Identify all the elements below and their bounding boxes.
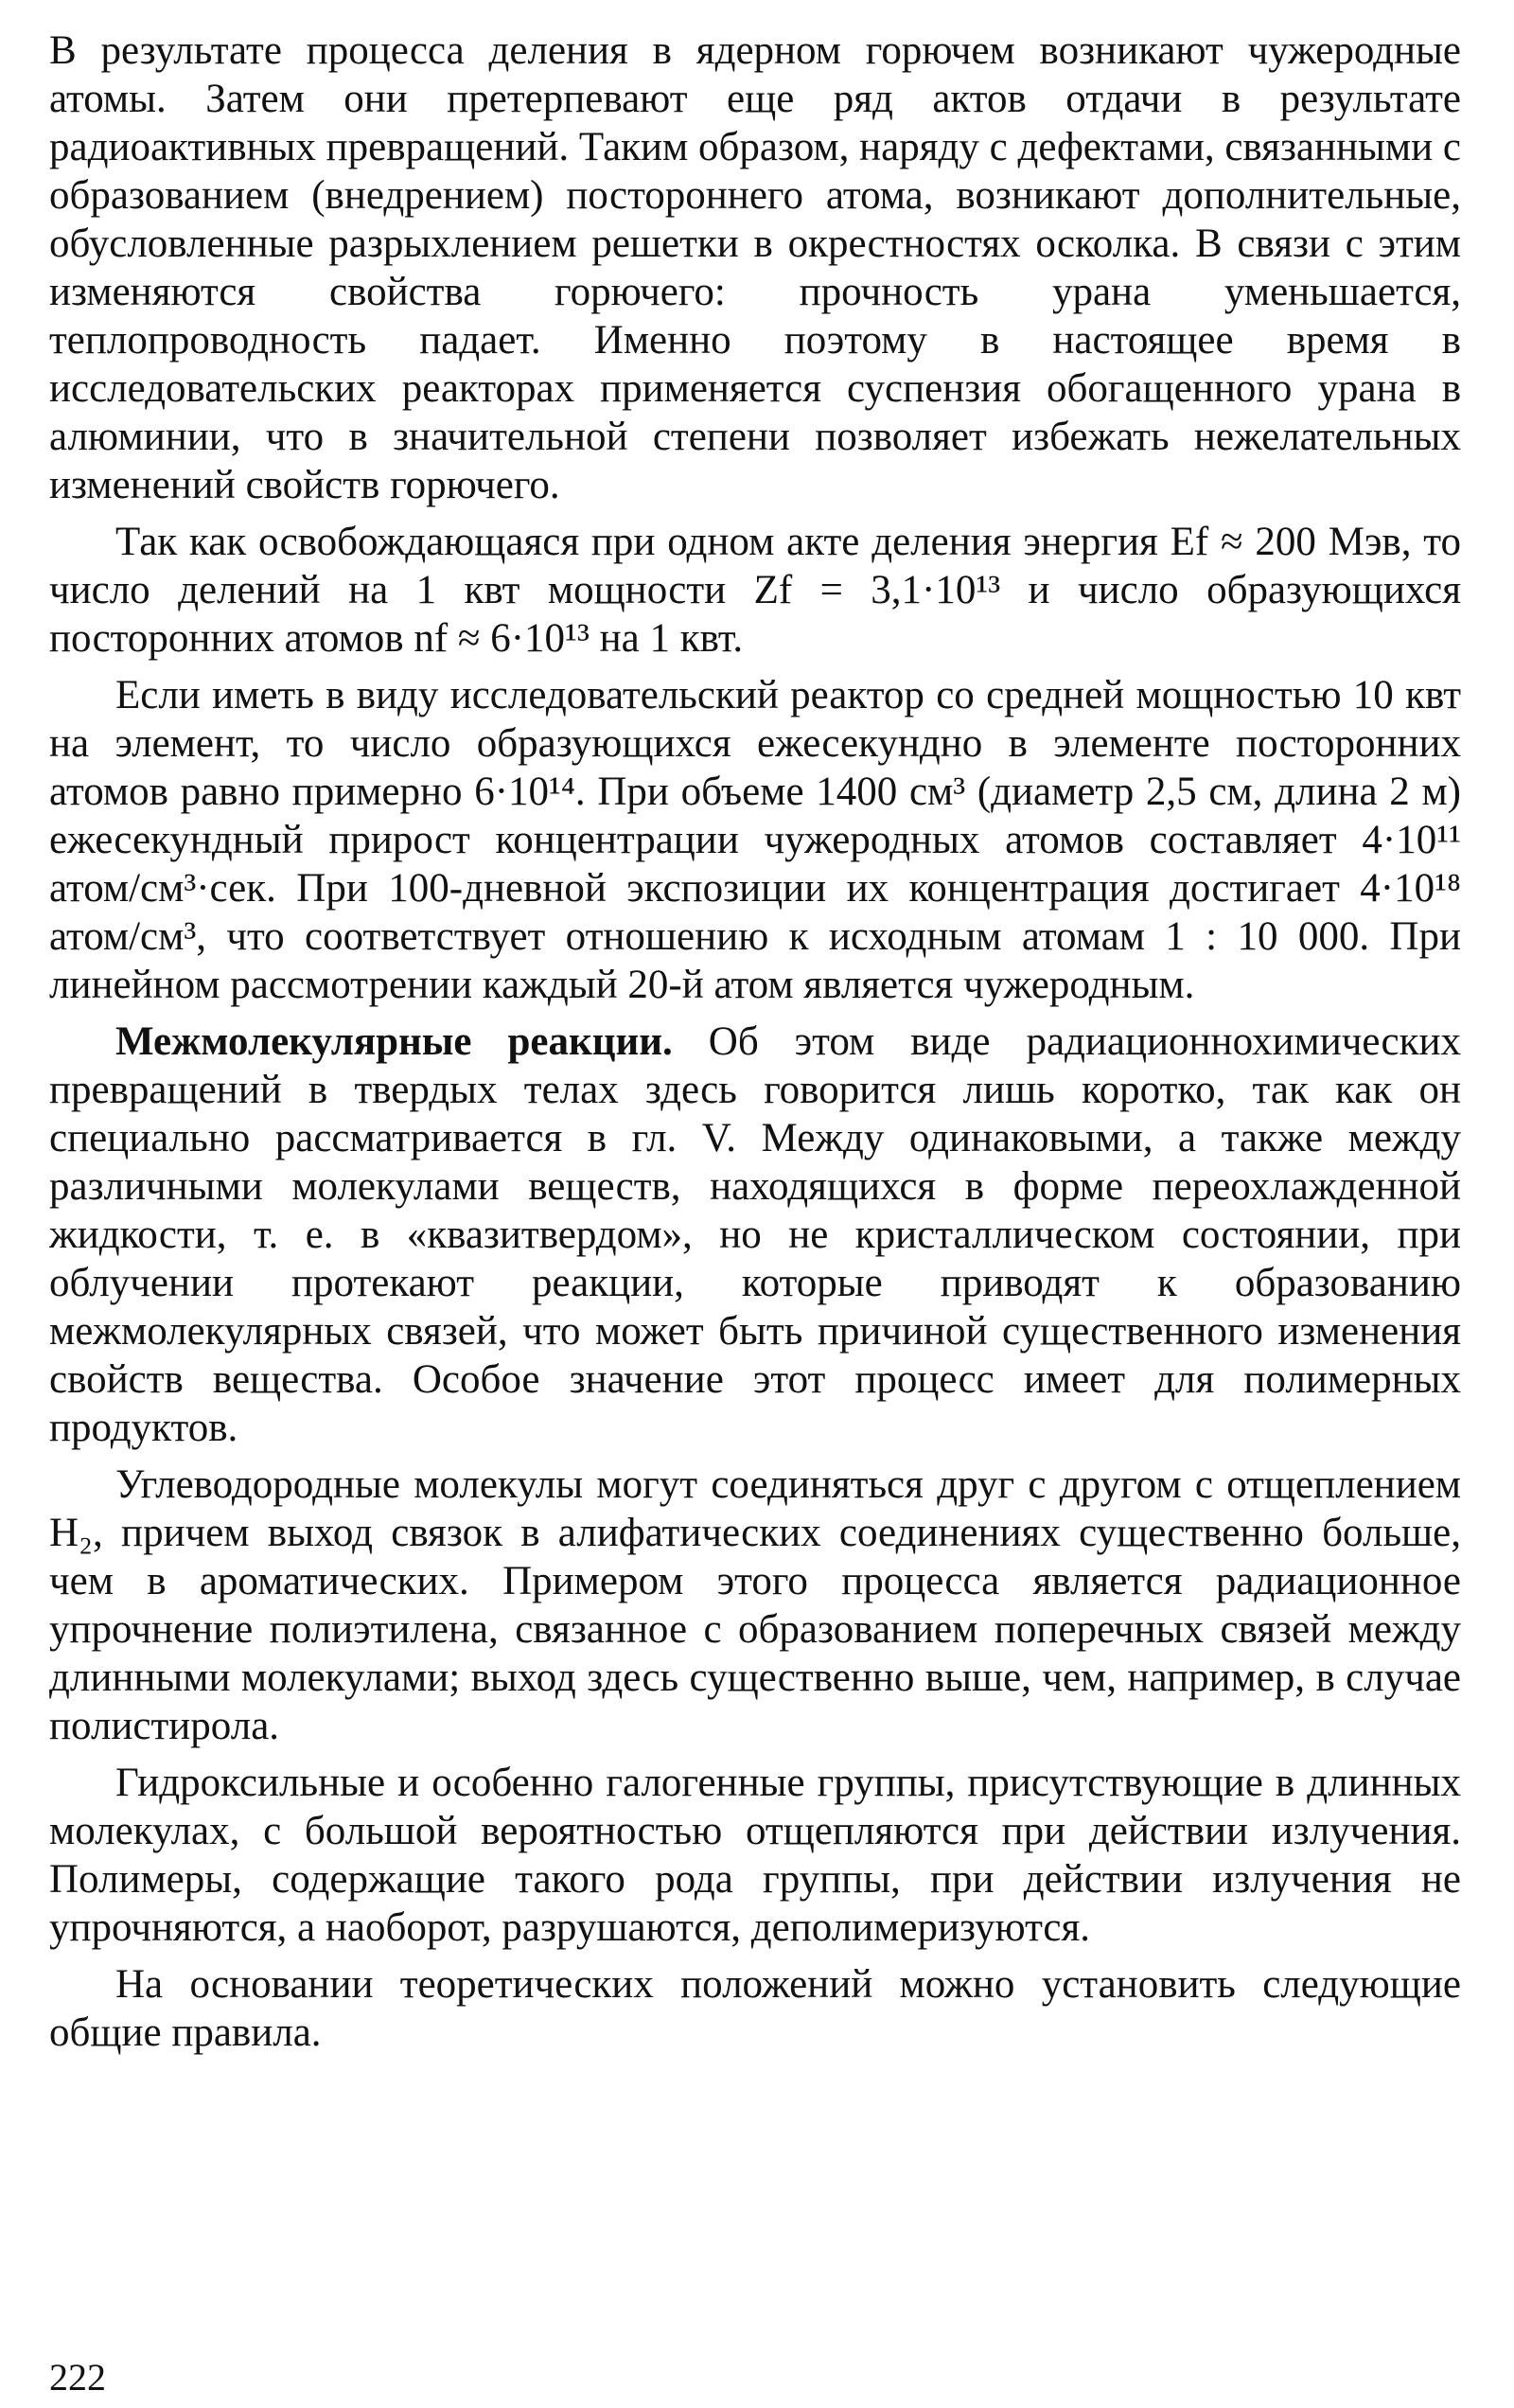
section-heading: Межмолекулярные реакции. (115, 1019, 673, 1064)
paragraph-text: Об этом виде радиационнохимических превращений в твердых телах здесь говорится лишь коротко, так как он специально рассматривается в гл. V. Между одинаковыми, а также между различными молекулами веществ, находящихся в форме переохлажденной жидкости, т. е. в «квазитвердом», но не кристаллическом состоянии, при облучении протекают реакции, которые приводят к образованию межмолекулярных связей, что может быть причиной существенного изменения свойств вещества. Особое значение этот процесс имеет для полимерных продуктов. (49, 1019, 1461, 1450)
paragraph-general-rules: На основании теоретических положений можно установить следующие общие правила. (49, 1962, 1461, 2055)
paragraph-intermolecular-reactions (49, 1018, 1461, 1452)
page-number: 222 (49, 2356, 106, 2399)
page-body (49, 27, 1461, 2364)
paragraph-hydrocarbons: Углеводородные молекулы могут соединяться друг с другом с отщеплением H₂, причем выход связок в алифатических соединениях существенно больше, чем в ароматических. Примером этого процесса является радиационное упрочнение полиэтилена, связанное с образованием поперечных связей между длинными молекулами; выход здесь существенно выше, чем, например, в случае полистирола. (49, 1462, 1461, 1748)
paragraph-fission-defects: В результате процесса деления в ядерном горючем возникают чужеродные атомы. Затем они претерпевают еще ряд актов отдачи в результате радиоактивных превращений. Таким образом, наряду с дефектами, связанными с образованием (внедрением) постороннего атома, возникают дополнительные, обусловленные разрыхлением решетки в окрестностях осколка. В связи с этим изменяются свойства горючего: прочность урана уменьшается, теплопроводность падает. Именно поэтому в настоящее время в исследовательских реакторах применяется суспензия обогащенного урана в алюминии, что в значительной степени позволяет избежать нежелательных изменений свойств горючего. (49, 28, 1461, 507)
paragraph-hydroxyl-halogen: Гидроксильные и особенно галогенные группы, присутствующие в длинных молекулах, с большой вероятностью отщепляются при действии излучения. Полимеры, содержащие такого рода группы, при действии излучения не упрочняются, а наоборот, разрушаются, деполимеризуются. (49, 1761, 1461, 1950)
paragraph-reactor-concentration: Если иметь в виду исследовательский реактор со средней мощностью 10 квт на элемент, то число образующихся ежесекундно в элементе посторонних атомов равно примерно 6·10¹⁴. При объеме 1400 см³ (диаметр 2,5 см, длина 2 м) ежесекундный прирост концентрации чужеродных атомов составляет 4·10¹¹ атом/см³·сек. При 100-дневной экспозиции их концентрация достигает 4·10¹⁸ атом/см³, что соответствует отношению к исходным атомам 1 : 10 000. При линейном рассмотрении каждый 20-й атом является чужеродным. (49, 673, 1461, 1007)
paragraph-fission-energy: Так как освобождающаяся при одном акте деления энергия Ef ≈ 200 Мэв, то число делений на 1 квт мощности Zf = 3,1·10¹³ и число образующихся посторонних атомов nf ≈ 6·10¹³ на 1 квт. (49, 520, 1461, 661)
